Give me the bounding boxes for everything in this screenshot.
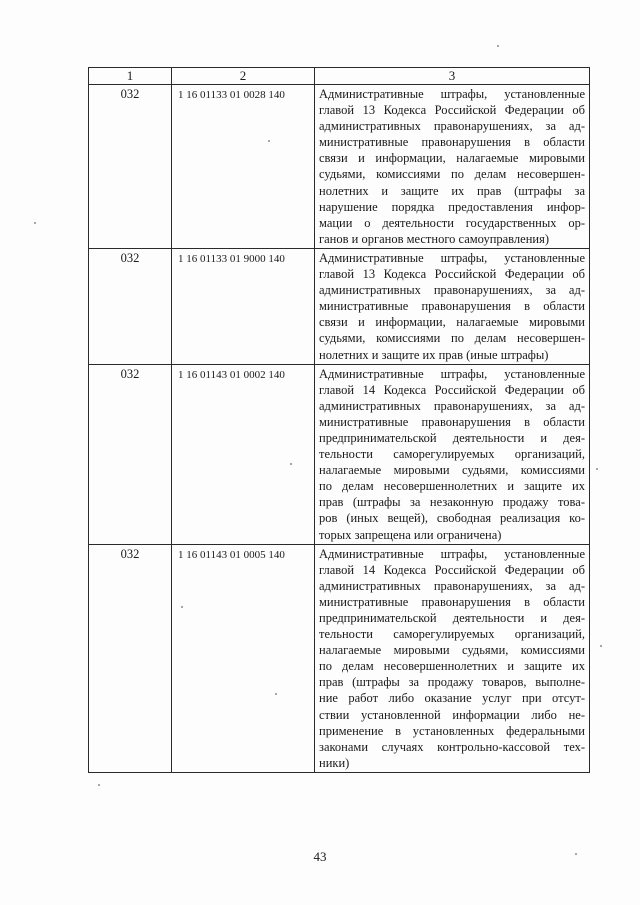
description-line: министративные правонарушения в области xyxy=(319,414,585,429)
description-line: Административные штрафы, установленные xyxy=(319,546,585,561)
column-header-2: 2 xyxy=(172,68,315,85)
table-row xyxy=(89,544,590,772)
description-line: судьями, комиссиями по делам несовершен- xyxy=(319,167,585,182)
scan-speck xyxy=(600,645,602,647)
description-line: законами случаях контрольно-кассовой тех- xyxy=(319,739,585,754)
description-line: ники) xyxy=(319,755,350,770)
description-line: министративные правонарушения в области xyxy=(319,299,585,314)
table-body xyxy=(89,85,590,773)
page-number: 43 xyxy=(313,849,327,864)
scan-speck xyxy=(268,140,270,142)
description-line: главой 13 Кодекса Российской Федерации об xyxy=(319,267,585,282)
description-line: налагаемые мировыми судьями, комиссиями xyxy=(319,463,585,478)
description-line: прав (штрафы за продажу товаров, выполне- xyxy=(319,675,585,690)
description-line: главой 14 Кодекса Российской Федерации об xyxy=(319,562,585,577)
admin-code-cell: 032 xyxy=(89,248,172,364)
description-cell xyxy=(315,85,590,249)
description-line: прав (штрафы за незаконную продажу това- xyxy=(319,495,585,510)
description-line: министративные правонарушения в области xyxy=(319,594,585,609)
budget-code-cell: 1 16 01133 01 0028 140 xyxy=(172,85,315,249)
description-cell xyxy=(315,364,590,544)
description-line: административных правонарушениях, за ад- xyxy=(319,119,585,134)
scan-speck xyxy=(34,222,36,224)
budget-code-cell: 1 16 01133 01 9000 140 xyxy=(172,248,315,364)
scan-speck xyxy=(98,784,100,786)
description-line: нолетних и защите их прав (штрафы за xyxy=(319,183,585,198)
description-line: по делам несовершеннолетних и защите их xyxy=(319,659,585,674)
table-row xyxy=(89,364,590,544)
description-line: тельности саморегулируемых организаций, xyxy=(319,447,585,462)
description-line: нолетних и защите их прав (иные штрафы) xyxy=(319,347,549,362)
admin-code-cell: 032 xyxy=(89,544,172,772)
scan-speck xyxy=(290,463,292,465)
admin-code-cell: 032 xyxy=(89,364,172,544)
description-line: Административные штрафы, установленные xyxy=(319,87,585,101)
description-line: предпринимательской деятельности и дея- xyxy=(319,430,585,445)
description-line: торых запрещена или ограничена) xyxy=(319,527,502,542)
description-line: главой 14 Кодекса Российской Федерации об xyxy=(319,382,585,397)
table-row xyxy=(89,248,590,364)
admin-code-cell: 032 xyxy=(89,85,172,249)
description-line: административных правонарушениях, за ад- xyxy=(319,398,585,413)
description-line: связи и информации, налагаемые мировыми xyxy=(319,315,585,330)
description-line: судьями, комиссиями по делам несовершен- xyxy=(319,331,585,346)
description-cell xyxy=(315,544,590,772)
description-line: ганов и органов местного самоуправления) xyxy=(319,231,549,246)
budget-codes-table xyxy=(88,67,590,773)
description-line: административных правонарушениях, за ад- xyxy=(319,578,585,593)
table-header-row xyxy=(89,68,590,85)
description-line: нарушение порядка предоставления инфор- xyxy=(319,199,585,214)
description-line: связи и информации, налагаемые мировыми xyxy=(319,151,585,166)
description-line: по делам несовершеннолетних и защите их xyxy=(319,479,585,494)
description-line: Административные штрафы, установленные xyxy=(319,366,585,381)
description-line: Административные штрафы, установленные xyxy=(319,250,585,265)
description-line: мации о деятельности государственных ор- xyxy=(319,215,585,230)
table-row xyxy=(89,85,590,249)
description-cell xyxy=(315,248,590,364)
description-line: налагаемые мировыми судьями, комиссиями xyxy=(319,643,585,658)
description-line: предпринимательской деятельности и дея- xyxy=(319,611,585,625)
scan-speck xyxy=(575,853,577,855)
budget-code-cell: 1 16 01143 01 0002 140 xyxy=(172,364,315,544)
budget-code-cell: 1 16 01143 01 0005 140 xyxy=(172,544,315,772)
description-line: применение в установленных федеральными xyxy=(319,723,585,738)
description-line: тельности саморегулируемых организаций, xyxy=(319,627,585,642)
column-header-1: 1 xyxy=(89,68,172,85)
description-line: ние работ либо оказание услуг при отсут- xyxy=(319,691,585,706)
scan-speck xyxy=(275,693,277,695)
description-line: ствии установленной информации либо не- xyxy=(319,707,585,722)
description-line: министративные правонарушения в области xyxy=(319,135,585,150)
description-line: административных правонарушениях, за ад- xyxy=(319,283,585,298)
description-line: ров (иных вещей), свободная реализация ко- xyxy=(319,511,585,526)
column-header-3: 3 xyxy=(315,68,590,85)
scan-speck xyxy=(181,606,183,608)
scan-speck xyxy=(497,45,499,47)
description-line: главой 13 Кодекса Российской Федерации об xyxy=(319,103,585,118)
scan-speck xyxy=(596,468,598,470)
